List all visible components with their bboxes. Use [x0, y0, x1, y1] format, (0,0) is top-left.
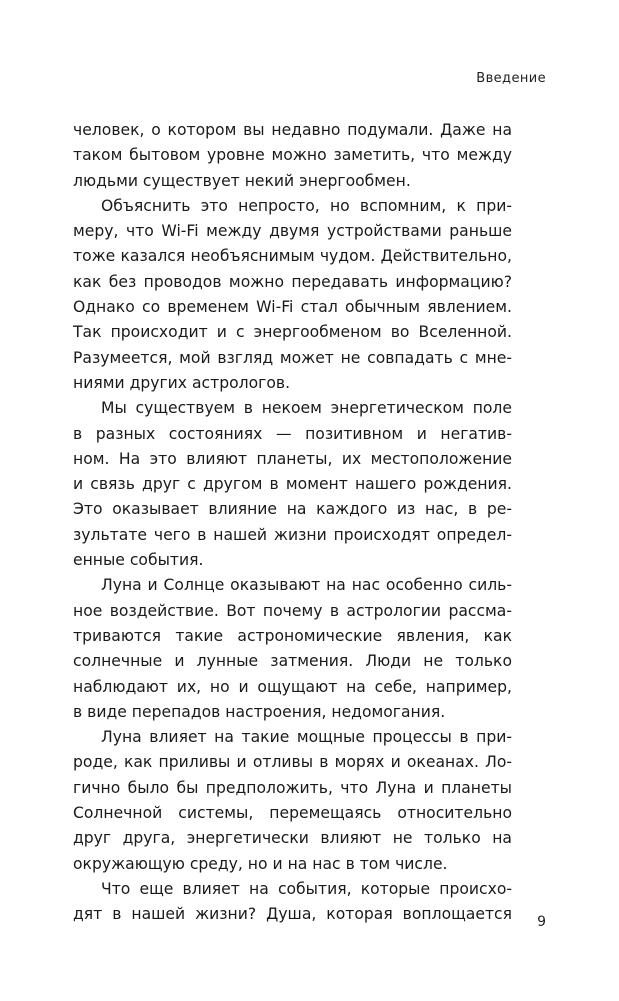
text-line: Мы существуем в некоем энергетическом поле	[101, 399, 512, 418]
text-line: триваются такие астрономические явления, как	[73, 626, 512, 645]
text-line: человек, о котором вы недавно подумали. Даже на	[73, 121, 512, 139]
text-line: тоже казался необъяснимым чудом. Действительно,	[73, 247, 512, 266]
body-text	[73, 118, 512, 928]
text-line: окружающую среду, но и на нас в том числе.	[73, 854, 448, 873]
text-line: Луна влияет на такие мощные процессы в при-	[101, 728, 512, 747]
text-line: друг друга, энергетически влияют не только на	[73, 829, 512, 848]
text-line: людьми существует некий энергообмен.	[73, 171, 411, 190]
text-line: и связь друг с другом в момент нашего рождения.	[73, 475, 512, 494]
text-line: Разумеется, мой взгляд может не совпадать с мне-	[73, 348, 512, 367]
text-line: Так происходит и с энергообменом во Вселенной.	[73, 323, 512, 342]
text-line: Луна и Солнце оказывают на нас особенно силь-	[101, 576, 512, 595]
page-number: 9	[537, 914, 546, 930]
text-line: меру, что Wi-Fi между двумя устройствами раньше	[73, 222, 512, 241]
text-line: как без проводов можно передавать информацию?	[73, 272, 512, 291]
text-line: в разных состояниях — позитивном и негатив-	[73, 424, 512, 443]
text-line: зультате чего в нашей жизни происходят определ-	[73, 525, 512, 544]
text-line: Однако со временем Wi-Fi стал обычным явлением.	[73, 298, 512, 317]
text-line: Солнечной системы, перемещаясь относительно	[73, 804, 512, 823]
text-line: Объяснить это непросто, но вспомним, к при-	[101, 196, 512, 215]
text-line: таком бытовом уровне можно заметить, что между	[73, 146, 512, 165]
text-line: ное воздействие. Вот почему в астрологии рассма-	[73, 601, 512, 620]
text-line: наблюдают их, но и ощущают на себе, например,	[73, 677, 512, 696]
text-line: гично было бы предположить, что Луна и планеты	[73, 778, 512, 797]
text-line: Что еще влияет на события, которые происхо-	[101, 879, 512, 898]
text-line: роде, как приливы и отливы в морях и океанах. Ло-	[73, 753, 512, 772]
text-line: в виде перепадов настроения, недомогания.	[73, 702, 446, 721]
text-line: ном. На это влияют планеты, их местоположение	[73, 449, 512, 468]
running-head: Введение	[476, 71, 546, 86]
text-line: солнечные и лунные затмения. Люди не только	[73, 652, 512, 671]
text-line: ниями других астрологов.	[73, 373, 291, 392]
text-line: енные события.	[73, 551, 204, 570]
text-line: дят в нашей жизни? Душа, которая воплощается	[73, 905, 512, 924]
text-line: Это оказывает влияние на каждого из нас, в ре-	[73, 500, 512, 519]
